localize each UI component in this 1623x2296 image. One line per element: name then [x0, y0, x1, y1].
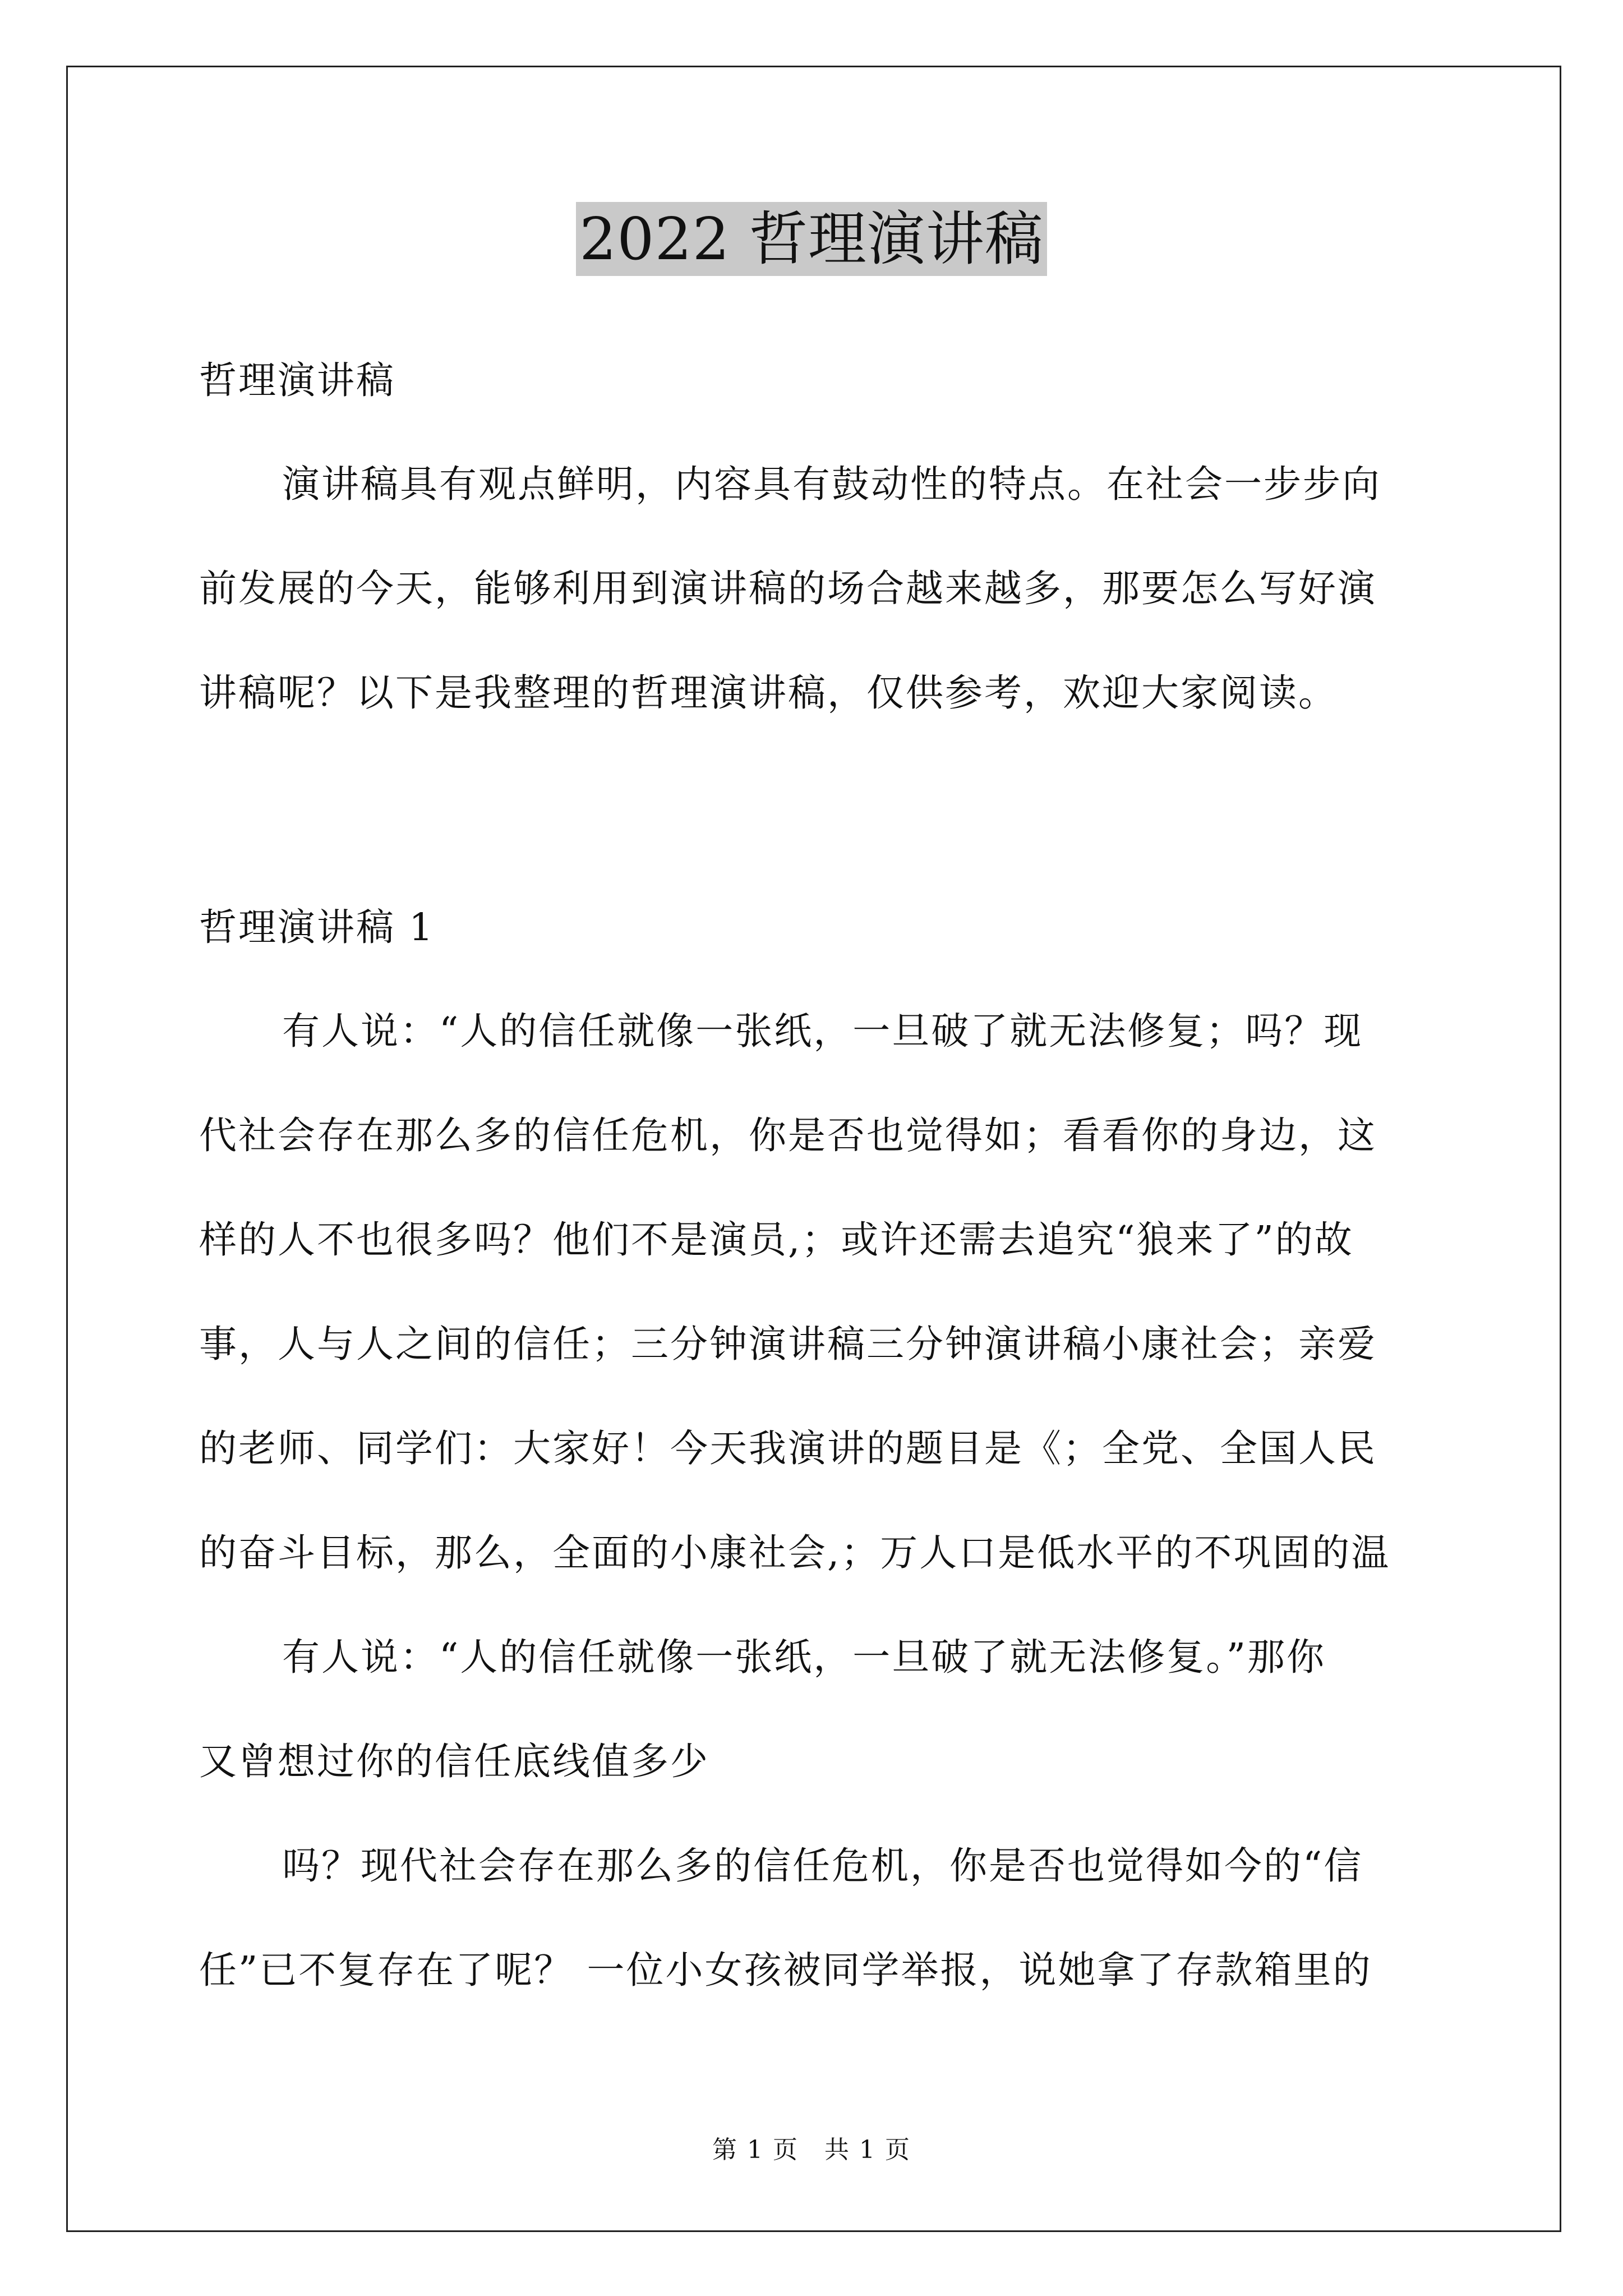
paragraph-line: 事，人与人之间的信任；三分钟演讲稿三分钟演讲稿小康社会；亲爱 [199, 1322, 1377, 1366]
paragraph-line: 又曾想过你的信任底线值多少 [199, 1740, 709, 1783]
intro-line: 演讲稿具有观点鲜明，内容具有鼓动性的特点。在社会一步步向 [282, 462, 1381, 506]
document-title: 2022 哲理演讲稿 [576, 202, 1047, 276]
intro-line: 前发展的今天，能够利用到演讲稿的场合越来越多，那要怎么写好演 [199, 567, 1377, 610]
paragraph-line: 的奋斗目标，那么，全面的小康社会,；万人口是低水平的不巩固的温 [199, 1531, 1391, 1575]
paragraph-line: 的老师、同学们：大家好！今天我演讲的题目是《；全党、全国人民 [199, 1427, 1377, 1470]
page-number-footer: 第 1 页 共 1 页 [712, 2136, 911, 2164]
paragraph-line: 有人说：“人的信任就像一张纸，一旦破了就无法修复；吗？现 [282, 1009, 1363, 1053]
paragraph-line: 有人说：“人的信任就像一张纸，一旦破了就无法修复。”那你 [282, 1635, 1326, 1679]
title-container [0, 202, 1623, 276]
section-heading: 哲理演讲稿 1 [199, 905, 435, 949]
paragraph-line: 代社会存在那么多的信任危机，你是否也觉得如；看看你的身边，这 [199, 1114, 1377, 1157]
paragraph-line: 样的人不也很多吗？他们不是演员,；或许还需去追究“狼来了”的故 [199, 1218, 1354, 1262]
document-subtitle: 哲理演讲稿 [199, 358, 395, 402]
intro-line: 讲稿呢？以下是我整理的哲理演讲稿，仅供参考，欢迎大家阅读。 [199, 671, 1338, 715]
paragraph-line: 吗？现代社会存在那么多的信任危机，你是否也觉得如今的“信 [282, 1844, 1363, 1888]
paragraph-line: 任”已不复存在了呢？ 一位小女孩被同学举报，说她拿了存款箱里的 [199, 1948, 1372, 1992]
